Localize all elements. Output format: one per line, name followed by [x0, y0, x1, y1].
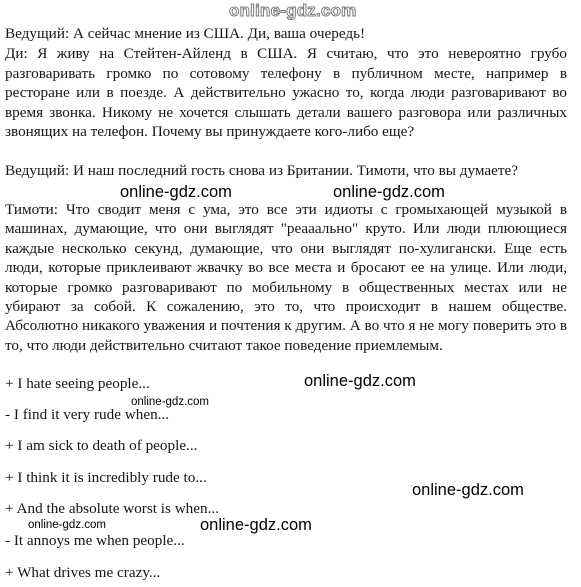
phrase-item: - I find it very rude when...: [5, 406, 170, 423]
dialogue-di: Ди: Я живу на Стейтен-Айленд в США. Я считаю, что это невероятно грубо разговаривать громко по сотовому телефону в публичном месте, например в ресторане или в поезде. А действительно ужасно то, когда люди разговаривают во время звонка. Никому не хочется слышать детали вашего разговора или различных звонящих на телефон. Почему вы принуждаете кого-либо еще?: [5, 45, 567, 141]
dialogue-host-question: Ведущий: И наш последний гость снова из Британии. Тимоти, что вы думаете?: [5, 162, 519, 179]
watermark-header: online-gdz.com: [229, 1, 357, 20]
phrase-item: + And the absolute worst is when...: [5, 500, 219, 517]
watermark-overlay: online-gdz.com: [131, 396, 209, 408]
dialogue-host-intro: Ведущий: А сейчас мнение из США. Ди, ваша очередь!: [5, 25, 366, 42]
watermark-overlay: online-gdz.com: [333, 183, 445, 201]
phrase-item: + I am sick to death of people...: [5, 437, 198, 454]
watermark-overlay: online-gdz.com: [304, 372, 416, 390]
phrase-item: - It annoys me when people...: [5, 532, 185, 549]
phrase-item: + I hate seeing people...: [5, 375, 150, 392]
watermark-overlay: online-gdz.com: [412, 481, 524, 499]
dialogue-timothy: Тимоти: Что сводит меня с ума, это все эти идиоты с громыхающей музыкой в машинах, думающие, что они выглядят "реааально" круто. Или люди плюющиеся каждые несколько секунд, думающие, что они выглядят по-хулигански. Еще есть люди, которые приклеивают жвачку во все места и бросают ее на улице. Или люди, которые громко разговаривают по мобильному в общественных местах или не убирают за собой. К сожалению, это то, что происходит в нашем обществе. Абсолютно никакого уважения и почтения к другим. А во что я не могу поверить это в то, что люди действительно считают такое поведение приемлемым.: [5, 201, 567, 354]
phrase-item: + What drives me crazy...: [5, 564, 161, 581]
phrase-item: + I think it is incredibly rude to...: [5, 469, 207, 486]
watermark-overlay: online-gdz.com: [28, 519, 106, 531]
watermark-overlay: online-gdz.com: [200, 516, 312, 534]
watermark-overlay: online-gdz.com: [120, 183, 232, 201]
